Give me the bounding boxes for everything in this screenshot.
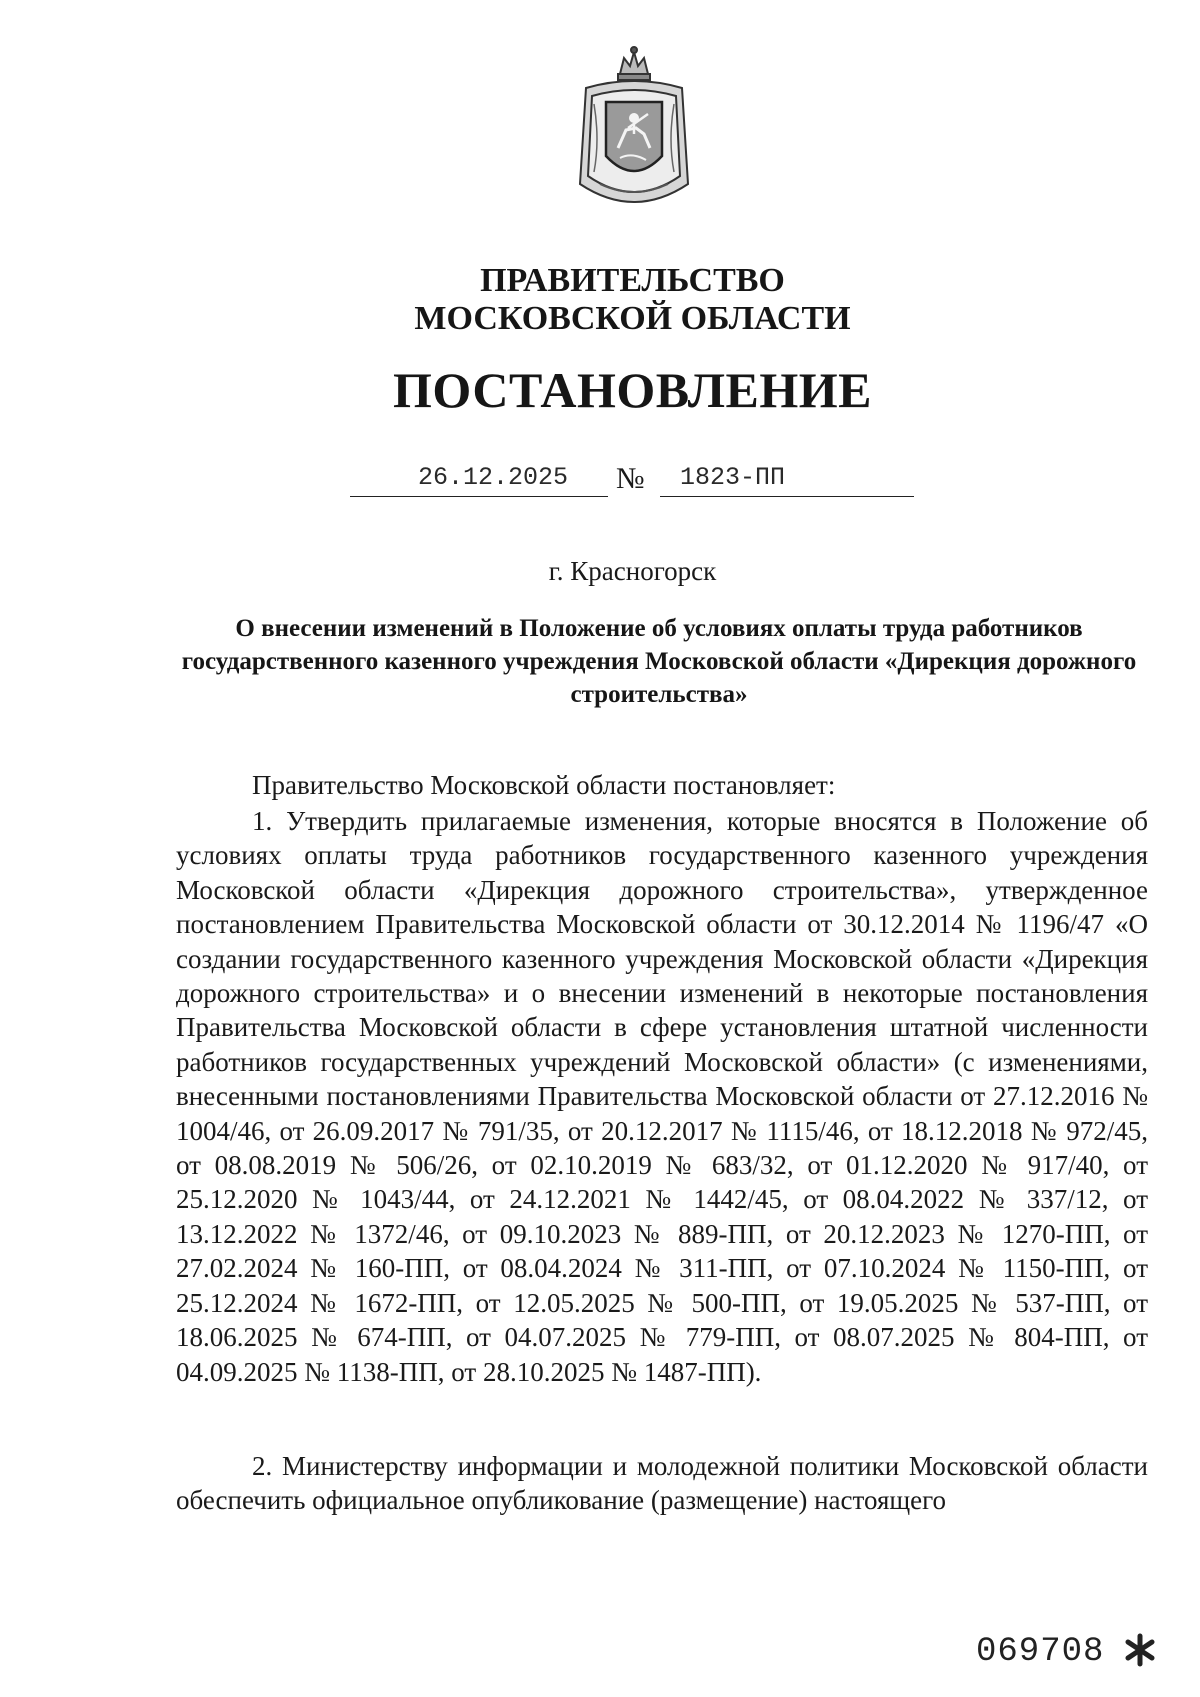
form-serial-number: 069708	[976, 1633, 1105, 1671]
document-number: 1823-ПП	[680, 463, 786, 492]
resolution-preamble: Правительство Московской области постановляет:	[252, 770, 836, 800]
government-name-line-2: МОСКОВСКОЙ ОБЛАСТИ	[414, 300, 851, 337]
moscow-oblast-coat-of-arms-emblem	[572, 44, 696, 212]
document-type-title: ПОСТАНОВЛЕНИЕ	[393, 362, 872, 418]
city-of-issue: г. Красногорск	[548, 556, 717, 586]
number-sign: №	[616, 462, 645, 495]
document-subject-heading: О внесении изменений в Положение об условиях оплаты труда работников государственного казенного учреждения Московской области «Дирекция дорожного строительства»	[181, 615, 1137, 708]
government-name	[0, 262, 1200, 338]
document-date: 26.12.2025	[418, 463, 569, 492]
government-name-line-1: ПРАВИТЕЛЬСТВО	[480, 262, 785, 299]
asterisk-icon	[1120, 1630, 1160, 1670]
paragraph-1: 1. Утвердить прилагаемые изменения, которые вносятся в Положение об условиях оплаты труда работников государственного казенного учреждения Московской области «Дирекция дорожного строительства», утвержденное постановлением Правительства Московской области от 30.12.2014 № 1196/47 «О создании государственного казенного учреждения Московской области «Дирекция дорожного строительства» и о внесении изменений в некоторые постановления Правительства Московской области в сфере установления штатной численности работников государственных учреждений Московской области» (с изменениями, внесенными постановлениями Правительства Московской области от 27.12.2016 № 1004/46, от 26.09.2017 № 791/35, от 20.12.2017 № 1115/46, от 18.12.2018 № 972/45, от 08.08.2019 № 506/26, от 02.10.2019 № 683/32, от 01.12.2020 № 917/40, от 25.12.2020 № 1043/44, от 24.12.2021 № 1442/45, от 08.04.2022 № 337/12, от 13.12.2022 № 1372/46, от 09.10.2023 № 889-ПП, от 20.12.2023 № 1270-ПП, от 27.02.2024 № 160-ПП, от 08.04.2024 № 311-ПП, от 07.10.2024 № 1150-ПП, от 25.12.2024 № 1672-ПП, от 12.05.2025 № 500-ПП, от 19.05.2025 № 537-ПП, от 18.06.2025 № 674-ПП, от 04.07.2025 № 779-ПП, от 08.07.2025 № 804-ПП, от 04.09.2025 № 1138-ПП, от 28.10.2025 № 1487-ПП).	[176, 806, 1148, 1387]
paragraph-2: 2. Министерству информации и молодежной политики Московской области обеспечить официальное опубликование (размещение) настоящего	[176, 1451, 1148, 1516]
